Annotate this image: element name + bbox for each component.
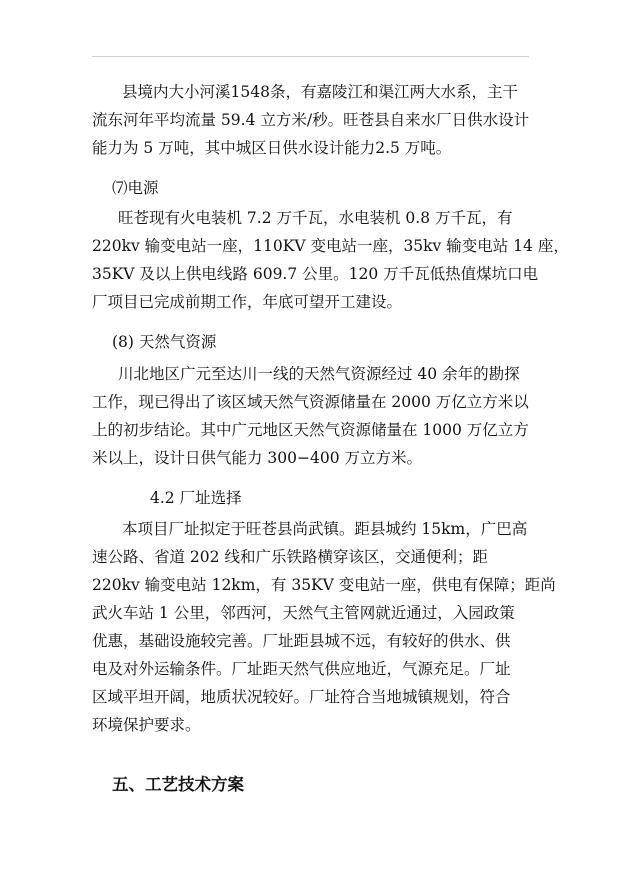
text-line: 220kv 输变电站一座，110KV 变电站一座，35kv 输变电站 14 座， xyxy=(92,237,569,255)
text-line: 优惠，基础设施较完善。厂址距县城不远，有较好的供水、供 xyxy=(92,632,511,650)
text-line: 35KV 及以上供电线路 609.7 公里。120 万千瓦低热值煤坑口电 xyxy=(92,265,539,283)
text-line: 环境保护要求。 xyxy=(92,716,201,734)
text-line: 电及对外运输条件。厂址距天然气供应地近，气源充足。厂址 xyxy=(92,660,511,678)
paragraph-site-selection xyxy=(92,515,556,739)
text-line: 旺苍现有火电装机 7.2 万千瓦，水电装机 0.8 万千瓦，有 xyxy=(118,209,513,227)
text-line: 县境内大小河溪1548条，有嘉陵江和渠江两大水系，主干 xyxy=(122,83,518,101)
text-line: 速公路、省道 202 线和广乐铁路横穿该区，交通便利；距 xyxy=(92,548,488,566)
heading-natural-gas: (8) 天然气资源 xyxy=(112,333,217,351)
text-line: 武火车站 1 公里，邻西河，天然气主管网就近通过，入园政策 xyxy=(92,604,515,622)
text-line: 区域平坦开阔，地质状况较好。厂址符合当地城镇规划，符合 xyxy=(92,688,511,706)
section-title: 五、工艺技术方案 xyxy=(112,775,244,794)
header-rule xyxy=(92,56,529,57)
text-line: 能力为 5 万吨，其中城区日供水设计能力2.5 万吨。 xyxy=(92,139,452,157)
text-line: 厂项目已完成前期工作，年底可望开工建设。 xyxy=(92,293,403,311)
text-line: 米以上，设计日供气能力 300−400 万立方米。 xyxy=(92,449,423,467)
text-line: 流东河年平均流量 59.4 立方米/秒。旺苍县自来水厂日供水设计 xyxy=(92,111,530,129)
paragraph-power xyxy=(92,204,569,316)
heading-site-selection: 4.2 厂址选择 xyxy=(150,489,242,507)
heading-power: ⑺电源 xyxy=(112,179,159,197)
text-line: 川北地区广元至达川一线的天然气资源经过 40 余年的勘探 xyxy=(118,365,520,383)
text-line: 工作，现已得出了该区域天然气资源储量在 2000 万亿立方米以 xyxy=(92,393,529,411)
paragraph-water-supply xyxy=(92,78,529,162)
text-line: 220kv 输变电站 12km，有 35KV 变电站一座，供电有保障；距尚 xyxy=(92,576,556,594)
text-line: 上的初步结论。其中广元地区天然气资源储量在 1000 万亿立方 xyxy=(92,421,529,439)
text-line: 本项目厂址拟定于旺苍县尚武镇。距县城约 15km，广巴高 xyxy=(122,520,528,538)
paragraph-natural-gas xyxy=(92,360,529,472)
